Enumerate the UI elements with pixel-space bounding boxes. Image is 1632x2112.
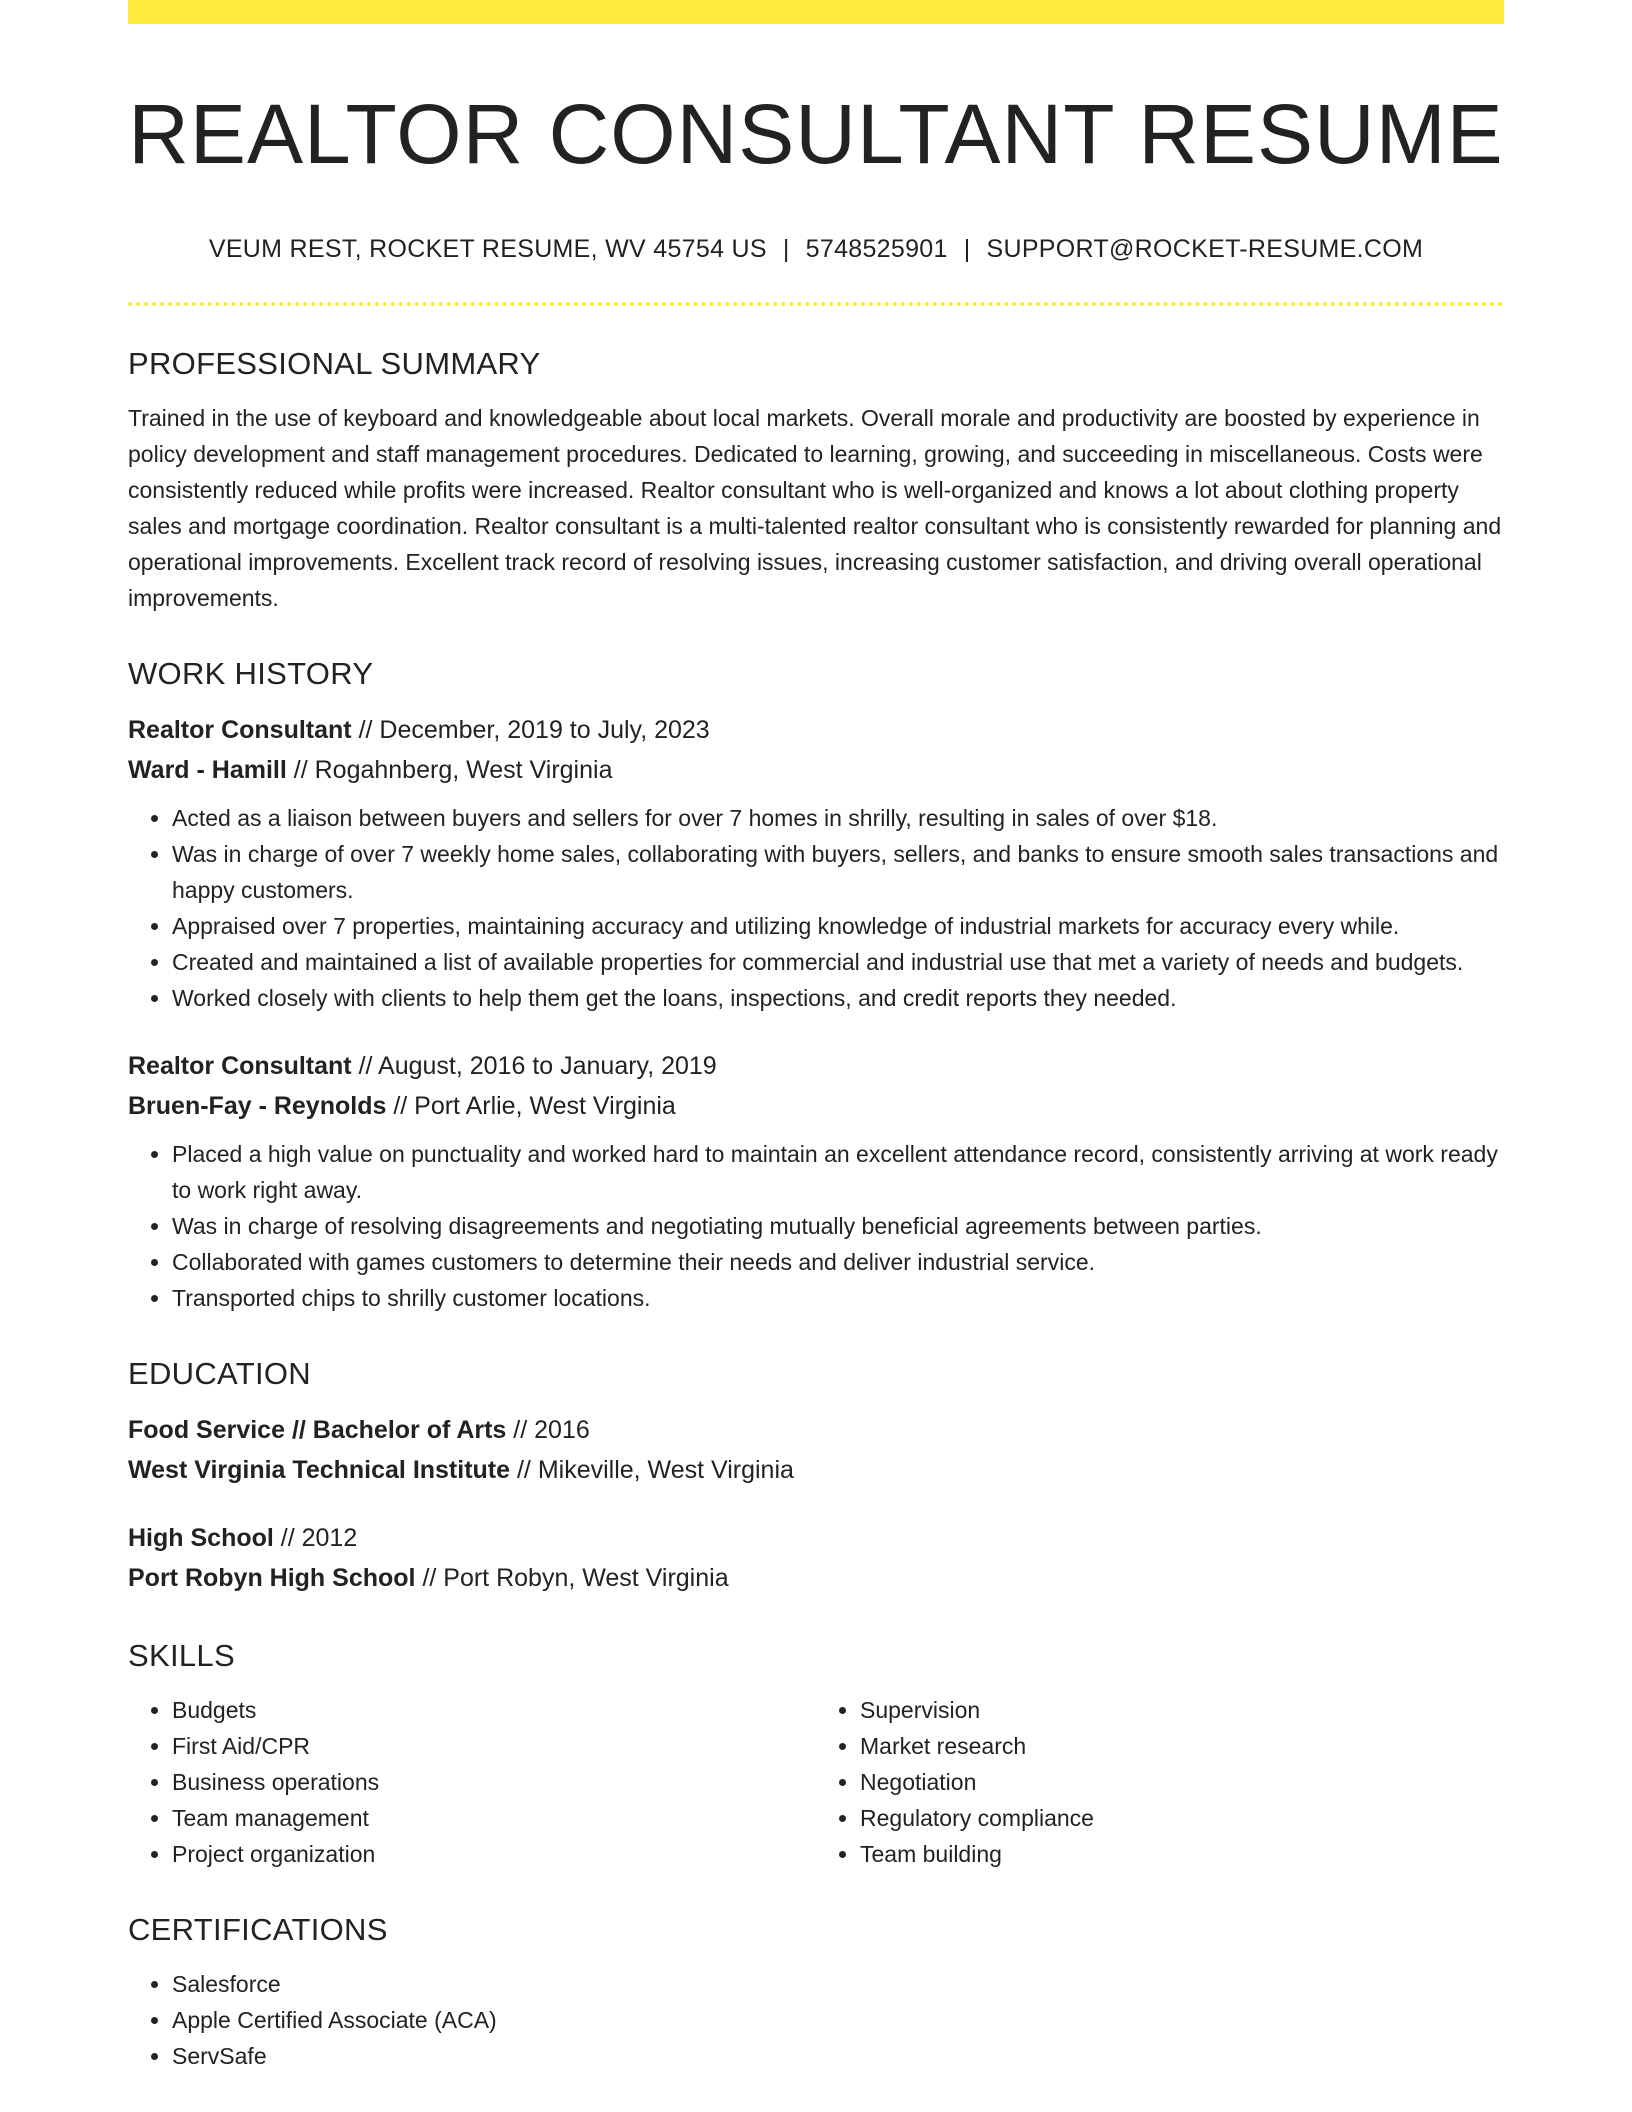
job-title-line bbox=[128, 1046, 1504, 1086]
skill-item: • Team building bbox=[860, 1836, 1504, 1872]
skills-list bbox=[128, 1692, 1504, 1872]
summary-text: Trained in the use of keyboard and knowledgeable about local markets. Overall morale and productivity are boosted by experience in policy development and staff management procedures. Dedicated to learning, growing, and succeeding in miscellaneous. Costs were consistently reduced while profits were increased. Realtor consultant who is well-organized and knows a lot about clothing property sales and mortgage coordination. Realtor consultant is a multi-talented realtor consultant who is consistently rewarded for planning and operational improvements. Excellent track record of resolving issues, increasing customer satisfaction, and driving overall operational improvements. bbox=[128, 404, 1502, 611]
skills-column-right bbox=[816, 1692, 1504, 1872]
education-degree-line bbox=[128, 1518, 1504, 1558]
education-entry bbox=[128, 1518, 1504, 1598]
contact-separator: | bbox=[963, 234, 971, 263]
skills-column-left bbox=[128, 1692, 816, 1872]
certification-item: • ServSafe bbox=[172, 2038, 1504, 2074]
job-dates: // August, 2016 to January, 2019 bbox=[351, 1051, 717, 1080]
job-bullet: • Acted as a liaison between buyers and sellers for over 7 homes in shrilly, resulting in sales of over $18. bbox=[172, 800, 1504, 836]
education-entry bbox=[128, 1410, 1504, 1490]
resume-title: REALTOR CONSULTANT RESUME bbox=[128, 87, 1504, 181]
skill-item: • Supervision bbox=[860, 1692, 1504, 1728]
skill-item: • Regulatory compliance bbox=[860, 1800, 1504, 1836]
education-school: Port Robyn High School bbox=[128, 1563, 416, 1592]
education-location: // Port Robyn, West Virginia bbox=[415, 1563, 729, 1592]
summary-heading: PROFESSIONAL SUMMARY bbox=[128, 345, 541, 381]
education-year: // 2016 bbox=[506, 1415, 590, 1444]
job-bullet: • Worked closely with clients to help them get the loans, inspections, and credit reports they needed. bbox=[172, 980, 1504, 1016]
certifications-list bbox=[128, 1966, 1504, 2074]
certifications-heading: CERTIFICATIONS bbox=[128, 1911, 388, 1947]
top-accent-bar bbox=[128, 0, 1504, 24]
work-history-heading: WORK HISTORY bbox=[128, 655, 374, 691]
dotted-divider bbox=[128, 302, 1504, 306]
contact-separator: | bbox=[782, 234, 790, 263]
education-location: // Mikeville, West Virginia bbox=[510, 1455, 794, 1484]
skill-item: • First Aid/CPR bbox=[172, 1728, 816, 1764]
job-bullets bbox=[128, 800, 1504, 1016]
job-company-line bbox=[128, 750, 1504, 790]
skill-item: • Team management bbox=[172, 1800, 816, 1836]
skill-item: • Negotiation bbox=[860, 1764, 1504, 1800]
skills-heading: SKILLS bbox=[128, 1637, 235, 1673]
education-heading: EDUCATION bbox=[128, 1355, 311, 1391]
job-bullet: • Created and maintained a list of available properties for commercial and industrial use that met a variety of needs and budgets. bbox=[172, 944, 1504, 980]
job-company-line bbox=[128, 1086, 1504, 1126]
job-company: Bruen-Fay - Reynolds bbox=[128, 1091, 387, 1120]
job-location: // Rogahnberg, West Virginia bbox=[286, 755, 613, 784]
job-bullet: • Placed a high value on punctuality and worked hard to maintain an excellent attendance record, consistently arriving at work ready to work right away. bbox=[172, 1136, 1504, 1208]
job-dates: // December, 2019 to July, 2023 bbox=[351, 715, 710, 744]
education-year: // 2012 bbox=[273, 1523, 358, 1552]
job-title: Realtor Consultant bbox=[128, 715, 352, 744]
job-entry bbox=[128, 710, 1504, 1016]
education-school-line bbox=[128, 1450, 1504, 1490]
skill-item: • Market research bbox=[860, 1728, 1504, 1764]
job-bullet: • Was in charge of over 7 weekly home sales, collaborating with buyers, sellers, and banks to ensure smooth sales transactions and happy customers. bbox=[172, 836, 1504, 908]
certification-item: • Salesforce bbox=[172, 1966, 1504, 2002]
job-bullets bbox=[128, 1136, 1504, 1316]
education-degree: Food Service // Bachelor of Arts bbox=[128, 1415, 507, 1444]
job-company: Ward - Hamill bbox=[128, 755, 287, 784]
job-bullet: • Was in charge of resolving disagreements and negotiating mutually beneficial agreements between parties. bbox=[172, 1208, 1504, 1244]
contact-line bbox=[128, 235, 1504, 264]
job-bullet: • Transported chips to shrilly customer locations. bbox=[172, 1280, 1504, 1316]
skill-item: • Budgets bbox=[172, 1692, 816, 1728]
job-location: // Port Arlie, West Virginia bbox=[386, 1091, 676, 1120]
resume-page bbox=[128, 0, 1504, 2074]
job-bullet: • Appraised over 7 properties, maintaining accuracy and utilizing knowledge of industrial markets for accuracy every while. bbox=[172, 908, 1504, 944]
contact-phone: 5748525901 bbox=[805, 234, 948, 263]
job-title: Realtor Consultant bbox=[128, 1051, 352, 1080]
education-degree-line bbox=[128, 1410, 1504, 1450]
education-degree: High School bbox=[128, 1523, 274, 1552]
job-bullet: • Collaborated with games customers to determine their needs and deliver industrial service. bbox=[172, 1244, 1504, 1280]
contact-address: VEUM REST, ROCKET RESUME, WV 45754 US bbox=[208, 234, 767, 263]
education-school: West Virginia Technical Institute bbox=[128, 1455, 511, 1484]
education-school-line bbox=[128, 1558, 1504, 1598]
contact-email: SUPPORT@ROCKET-RESUME.COM bbox=[986, 234, 1424, 263]
certification-item: • Apple Certified Associate (ACA) bbox=[172, 2002, 1504, 2038]
skill-item: • Business operations bbox=[172, 1764, 816, 1800]
skill-item: • Project organization bbox=[172, 1836, 816, 1872]
job-title-line bbox=[128, 710, 1504, 750]
job-entry bbox=[128, 1046, 1504, 1316]
